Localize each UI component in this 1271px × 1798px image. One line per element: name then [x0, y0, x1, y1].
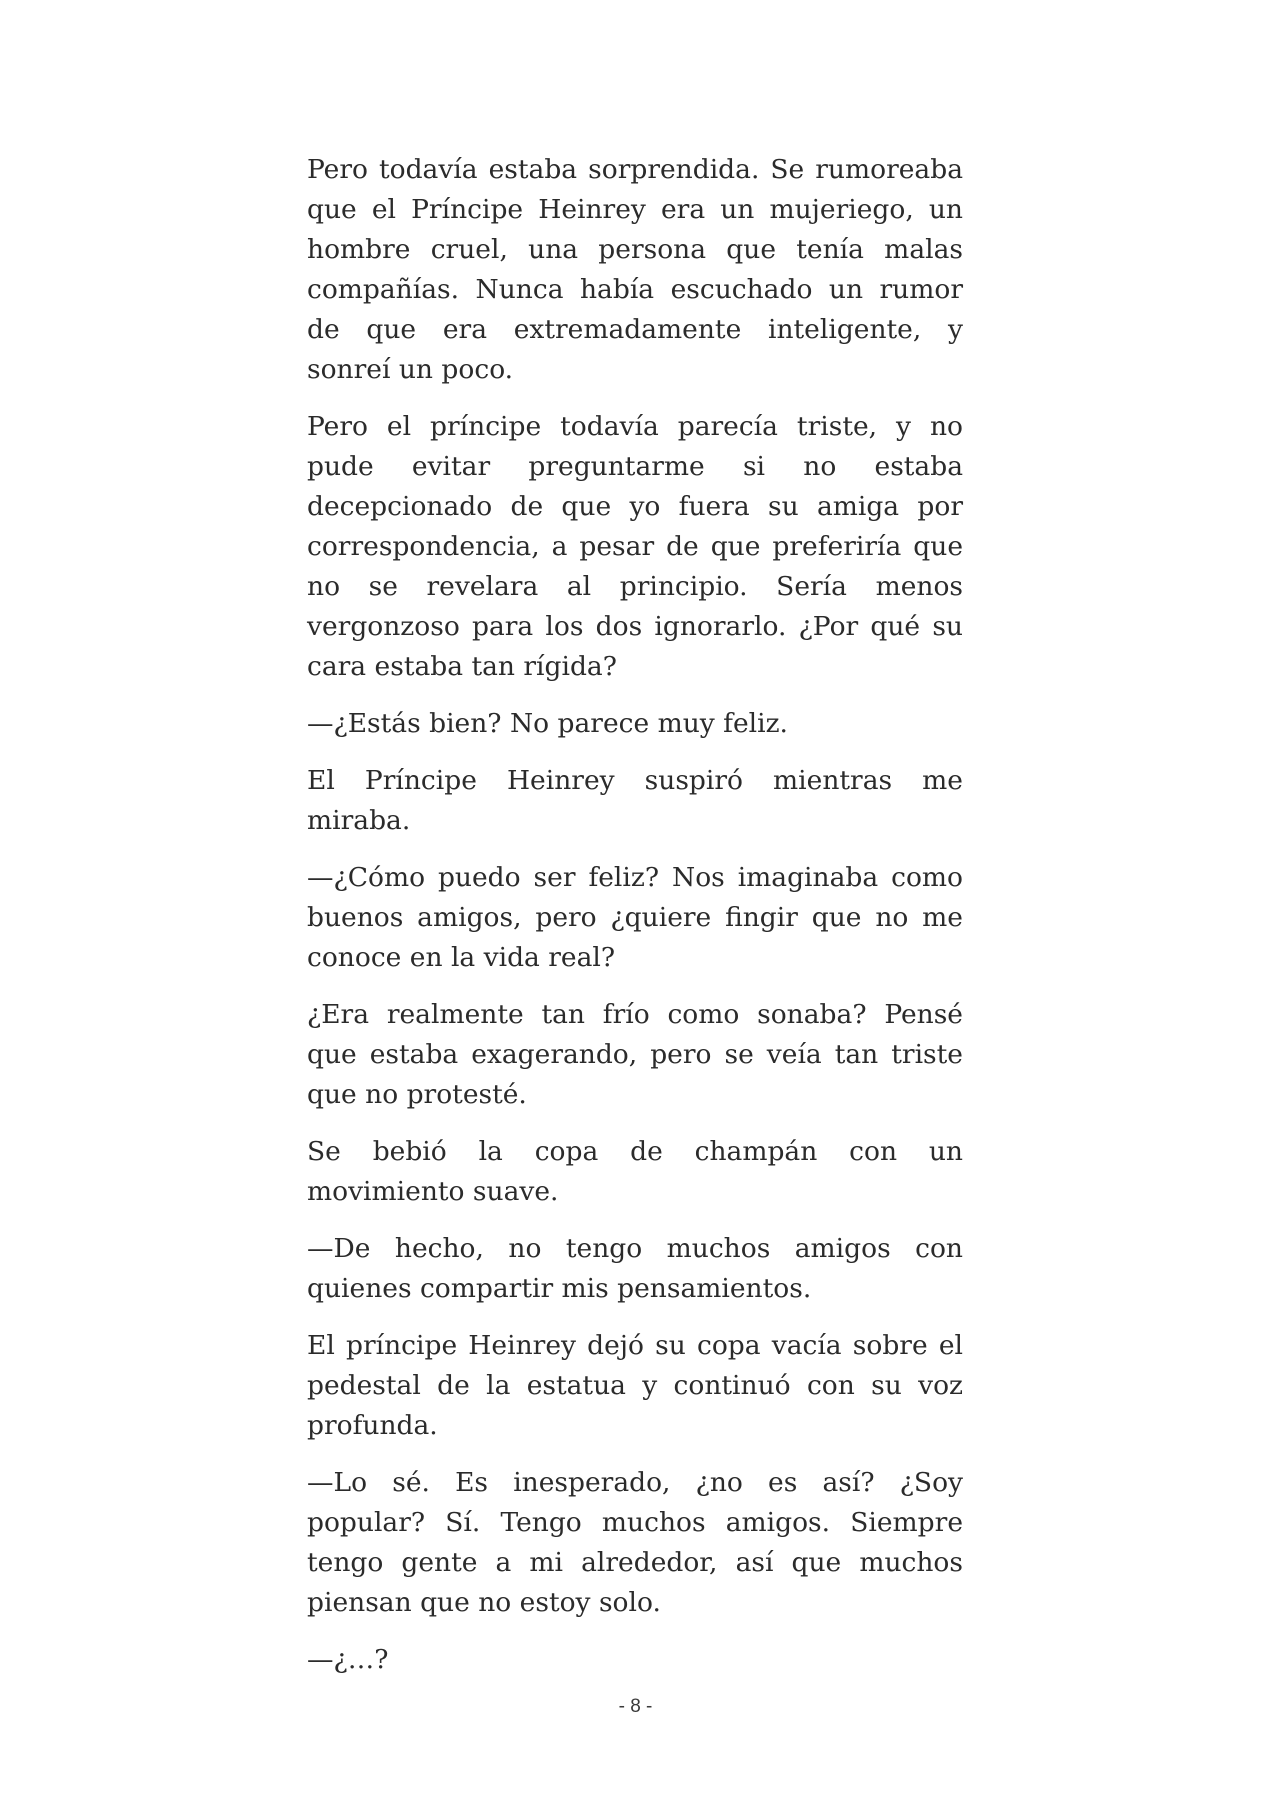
dialogue-line: —¿…?	[307, 1644, 389, 1675]
paragraph: El Príncipe Heinrey suspiró mientras me miraba.	[307, 765, 963, 836]
paragraph: Se bebió la copa de champán con un movimiento suave.	[307, 1136, 963, 1207]
dialogue-line: —¿Cómo puedo ser feliz? Nos imaginaba como buenos amigos, pero ¿quiere fingir que no me conoce en la vida real?	[307, 862, 963, 973]
paragraph: Pero todavía estaba sorprendida. Se rumoreaba que el Príncipe Heinrey era un mujeriego, un hombre cruel, una persona que tenía malas compañías. Nunca había escuchado un rumor de que era extremadamente inteligente, y sonreí un poco.	[307, 154, 963, 385]
dialogue-line: —De hecho, no tengo muchos amigos con quienes compartir mis pensamientos.	[307, 1233, 963, 1304]
paragraph: Pero el príncipe todavía parecía triste, y no pude evitar preguntarme si no estaba decepcionado de que yo fuera su amiga por correspondencia, a pesar de que preferiría que no se revelara al principio. Sería menos vergonzoso para los dos ignorarlo. ¿Por qué su cara estaba tan rígida?	[307, 411, 963, 682]
paragraph: ¿Era realmente tan frío como sonaba? Pensé que estaba exagerando, pero se veía tan triste que no protesté.	[307, 999, 963, 1110]
dialogue-line: —¿Estás bien? No parece muy feliz.	[307, 708, 788, 739]
body-text	[307, 150, 963, 1697]
dialogue-line: —Lo sé. Es inesperado, ¿no es así? ¿Soy popular? Sí. Tengo muchos amigos. Siempre tengo gente a mi alrededor, así que muchos piensan que no estoy solo.	[307, 1467, 963, 1618]
paragraph: El príncipe Heinrey dejó su copa vacía sobre el pedestal de la estatua y continuó con su voz profunda.	[307, 1330, 963, 1441]
page-number: - 8 -	[618, 1696, 653, 1717]
